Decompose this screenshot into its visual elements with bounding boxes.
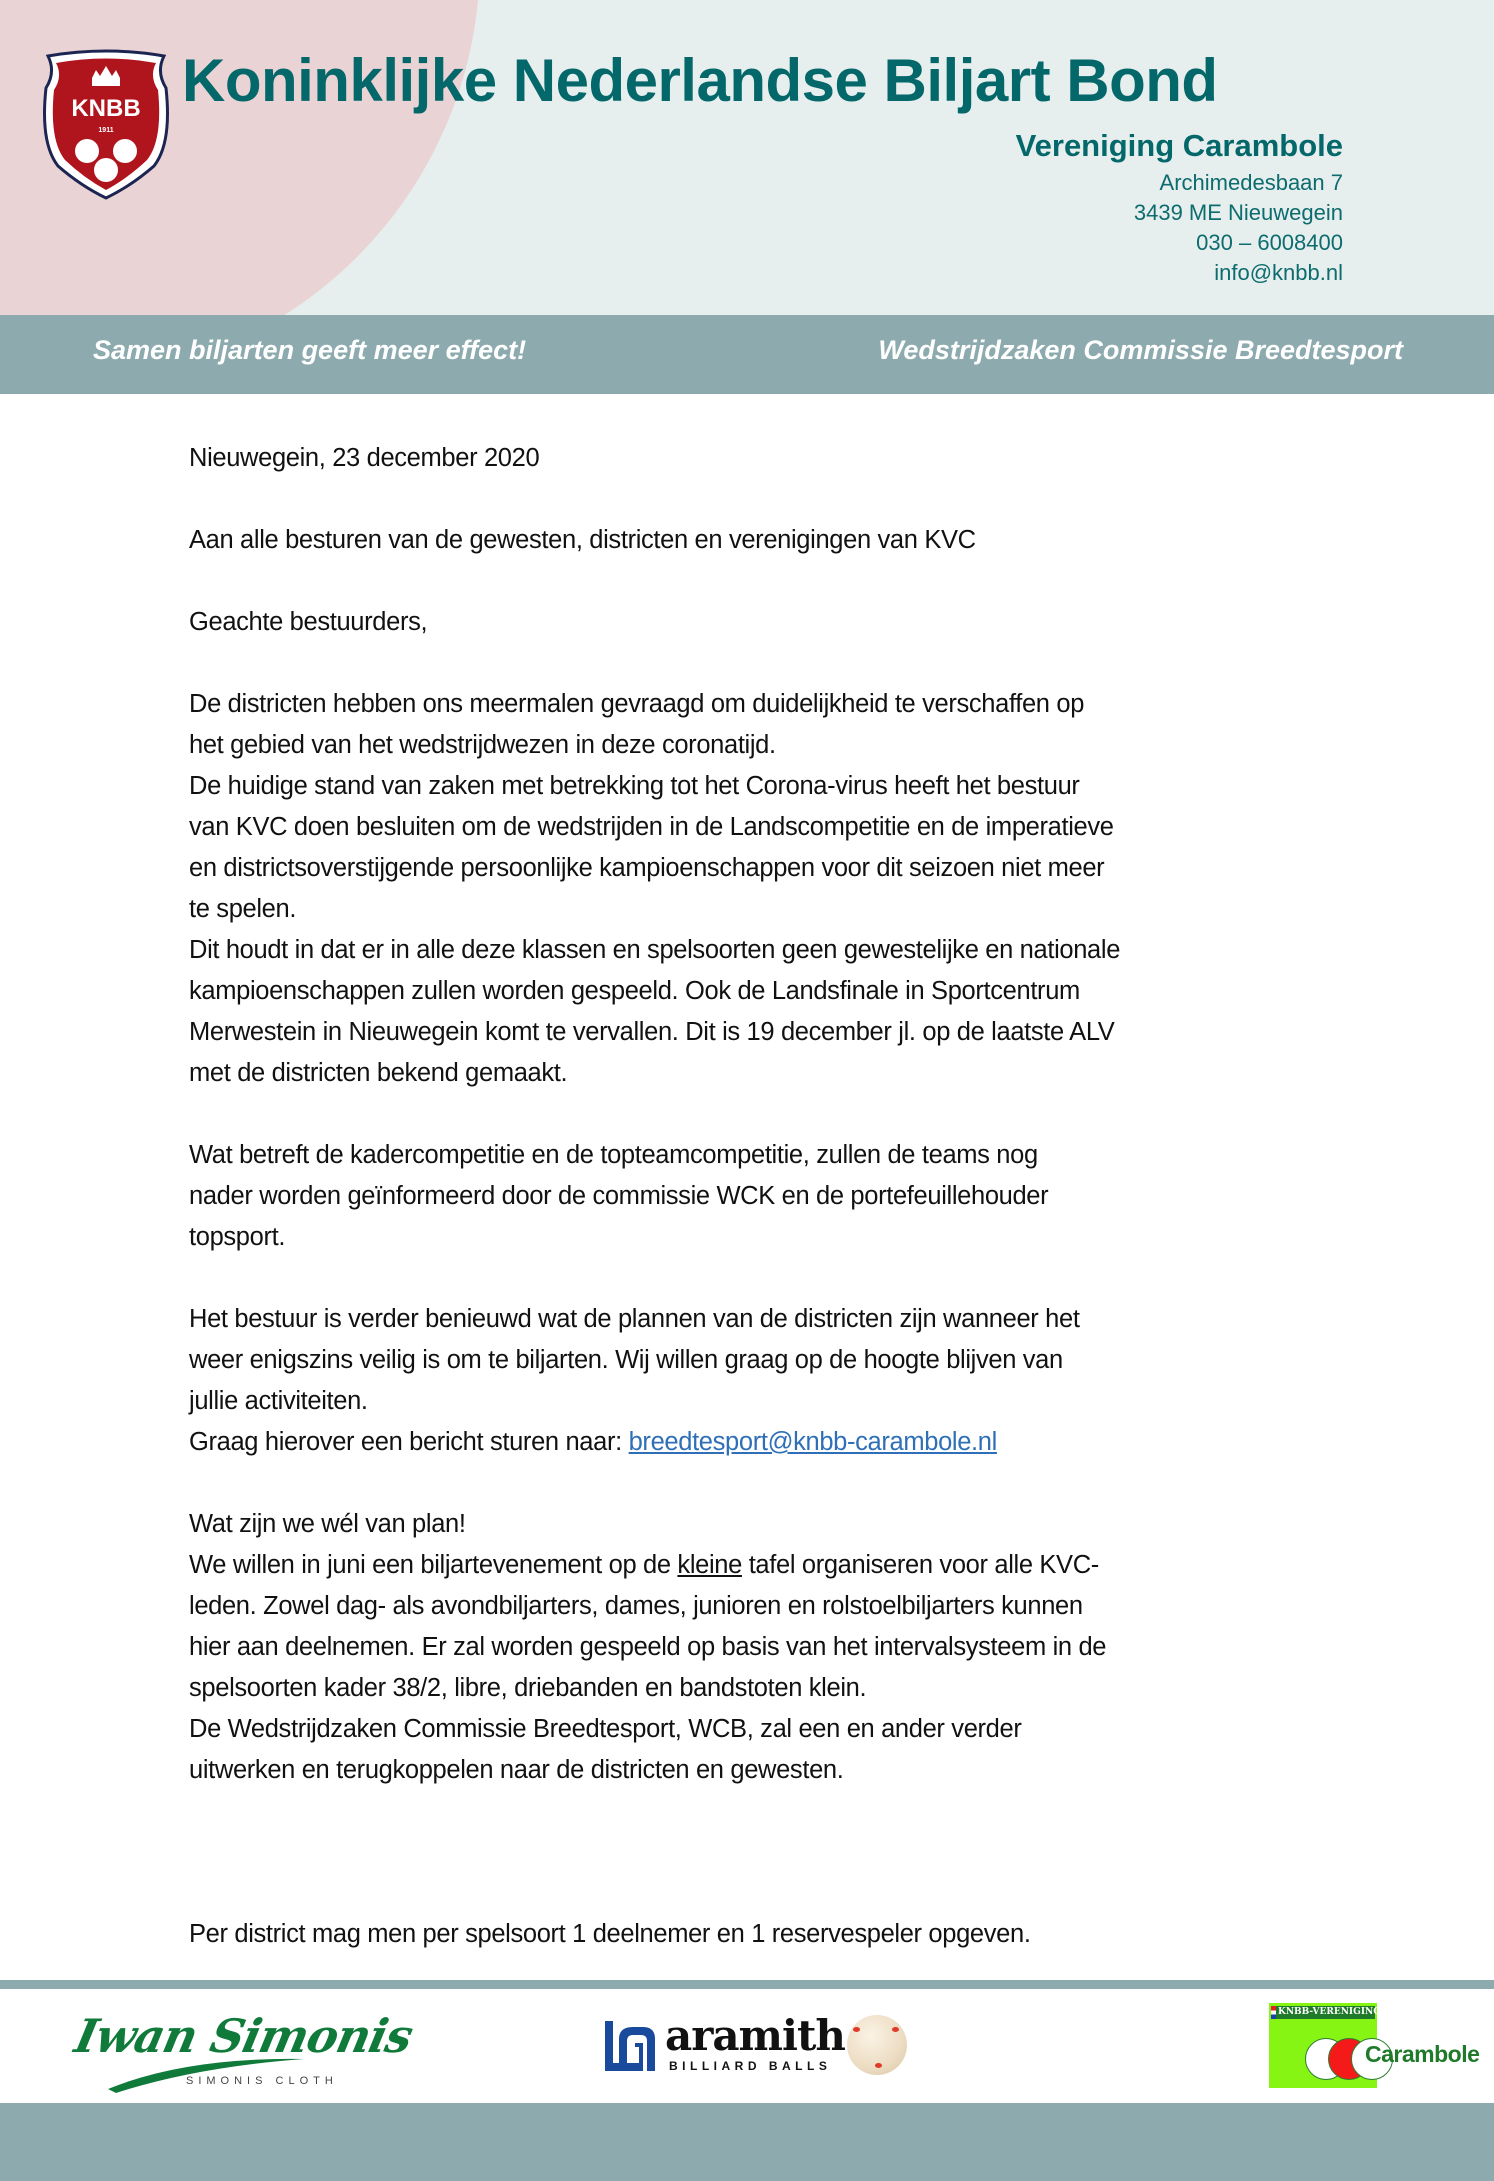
contact-prefix: Graag hierover een bericht sturen naar:	[189, 1428, 629, 1456]
text-span: tafel organiseren voor alle KVC-	[741, 1551, 1099, 1579]
paragraph-district-plans	[189, 1299, 1369, 1463]
text-line: het gebied van het wedstrijdwezen in deze coronatijd.	[189, 731, 776, 759]
billiard-ball-icon	[847, 2015, 907, 2075]
text-line: leden. Zowel dag- als avondbiljarters, dames, junioren en rolstoelbiljarters kunnen	[189, 1592, 1083, 1620]
organization-subtitle: Vereniging Carambole	[1015, 128, 1343, 163]
letter-addressee: Aan alle besturen van de gewesten, districten en verenigingen van KVC	[189, 526, 976, 554]
svg-text:KNBB: KNBB	[71, 95, 141, 122]
text-line: Merwestein in Nieuwegein komt te vervallen. Dit is 19 december jl. op de laatste ALV	[189, 1018, 1115, 1046]
address-block	[1134, 168, 1343, 288]
text-line: hier aan deelnemen. Er zal worden gespeeld op basis van het intervalsysteem in de	[189, 1633, 1107, 1661]
text-line: jullie activiteiten.	[189, 1387, 368, 1415]
closing-line: Per district mag men per spelsoort 1 deelnemer en 1 reservespeler opgeven.	[189, 1920, 1031, 1948]
footer-band	[0, 2103, 1494, 2181]
text-line: Wat betreft de kadercompetitie en de topteamcompetitie, zullen de teams nog	[189, 1141, 1038, 1169]
carambole-header-text: KNBB-VERENIGING	[1278, 2007, 1381, 2017]
text-line: van KVC doen besluiten om de wedstrijden in de Landscompetitie en de imperatieve	[189, 813, 1114, 841]
simonis-script-text: Iwan Simonis	[70, 2009, 417, 2063]
simonis-tagline: SIMONIS CLOTH	[186, 2075, 338, 2087]
dutch-flag-icon	[1271, 2006, 1276, 2019]
text-line: Dit houdt in dat er in alle deze klassen en spelsoorten geen gewestelijke en nationale	[189, 936, 1121, 964]
address-street: Archimedesbaan 7	[1159, 170, 1343, 195]
aramith-mark-icon	[603, 2019, 657, 2073]
swoosh-icon	[106, 2053, 306, 2093]
simonis-logo-icon	[66, 2005, 417, 2097]
text-line: met de districten bekend gemaakt.	[189, 1059, 568, 1087]
text-line: weer enigszins veilig is om te biljarten. Wij willen graag op de hoogte blijven van	[189, 1346, 1063, 1374]
text-line: nader worden geïnformeerd door de commissie WCK en de portefeuillehouder	[189, 1182, 1049, 1210]
text-line: De districten hebben ons meermalen gevraagd om duidelijkheid te verschaffen op	[189, 690, 1085, 718]
text-line: De huidige stand van zaken met betrekking tot het Corona-virus heeft het bestuur	[189, 772, 1080, 800]
text-line: topsport.	[189, 1223, 286, 1251]
carambole-wordmark: Carambole	[1365, 2041, 1480, 2067]
aramith-tagline: BILLIARD BALLS	[669, 2059, 832, 2073]
contact-line	[189, 1422, 1369, 1463]
sponsor-logos	[0, 1989, 1494, 2103]
paragraph-competition-cancelled	[189, 684, 1369, 1094]
organization-title: Koninklijke Nederlandse Biljart Bond	[182, 47, 1218, 114]
text-line: Het bestuur is verder benieuwd wat de plannen van de districten zijn wanneer het	[189, 1305, 1080, 1333]
text-line: De Wedstrijdzaken Commissie Breedtesport, WCB, zal een en ander verder	[189, 1715, 1022, 1743]
address-email[interactable]: info@knbb.nl	[1214, 260, 1343, 285]
svg-text:1911: 1911	[98, 127, 114, 134]
carambole-logo-icon	[1269, 2003, 1480, 2089]
aramith-wordmark: aramith	[665, 2011, 845, 2060]
contact-email-link[interactable]: breedtesport@knbb-carambole.nl	[628, 1428, 997, 1456]
paragraph-plans	[189, 1504, 1369, 1791]
text-line	[189, 1545, 1369, 1586]
text-line: uitwerken en terugkoppelen naar de districten en gewesten.	[189, 1756, 844, 1784]
letter-date: Nieuwegein, 23 december 2020	[189, 444, 540, 472]
underlined-word: kleine	[677, 1551, 742, 1579]
slogan-text: Samen biljarten geeft meer effect!	[93, 335, 527, 365]
text-line: kampioenschappen zullen worden gespeeld. Ook de Landsfinale in Sportcentrum	[189, 977, 1080, 1005]
knbb-shield-icon	[36, 48, 176, 201]
letter-salutation: Geachte bestuurders,	[189, 608, 428, 636]
paragraph-topteam	[189, 1135, 1369, 1258]
address-city: 3439 ME Nieuwegein	[1133, 200, 1343, 225]
letterhead	[0, 0, 1494, 315]
text-line: te spelen.	[189, 895, 297, 923]
footer-divider	[0, 1980, 1494, 1989]
aramith-logo-icon	[603, 2011, 913, 2077]
department-text: Wedstrijdzaken Commissie Breedtesport	[878, 335, 1403, 365]
text-span: We willen in juni een biljartevenement op de	[189, 1551, 678, 1579]
text-line: spelsoorten kader 38/2, libre, driebanden en bandstoten klein.	[189, 1674, 867, 1702]
plans-heading: Wat zijn we wél van plan!	[189, 1510, 466, 1538]
letter-body	[189, 438, 1369, 1955]
slogan-banner	[0, 315, 1494, 394]
address-phone: 030 – 6008400	[1196, 230, 1343, 255]
text-line: en districtsoverstijgende persoonlijke kampioenschappen voor dit seizoen niet meer	[189, 854, 1105, 882]
